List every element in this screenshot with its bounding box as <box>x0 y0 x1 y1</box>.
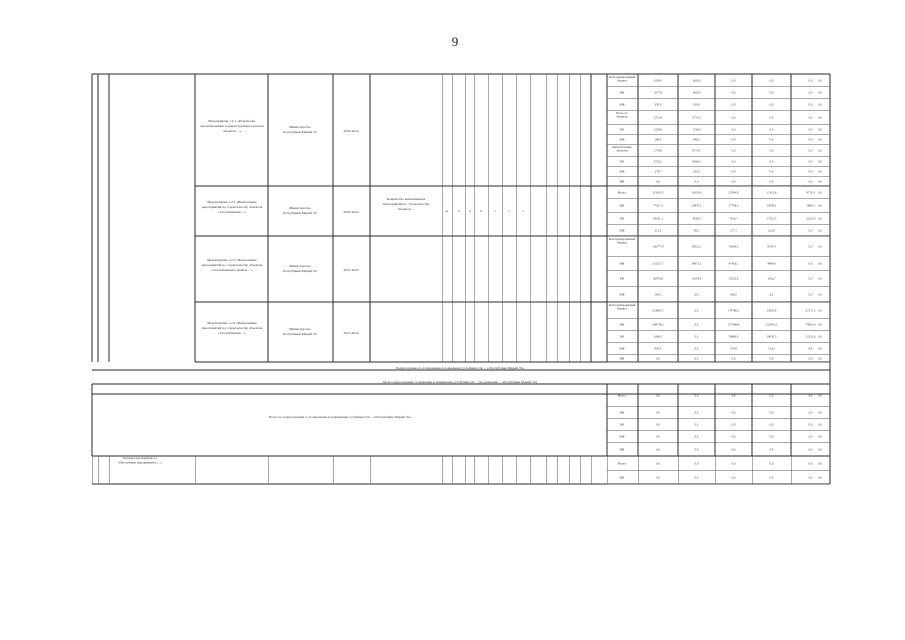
source-label: РБ <box>620 334 624 339</box>
value-cell: 584,3 <box>654 292 662 297</box>
value-cell: 0,0 <box>818 90 822 95</box>
value-cell: 157968,8 <box>727 322 740 327</box>
measure-name: объектов ...» <box>222 129 242 133</box>
value-cell: 0,0 <box>818 447 822 452</box>
value-cell: 2869,3 <box>806 203 815 208</box>
value-cell: 0,0 <box>731 410 736 415</box>
value-cell: 374,8 <box>730 346 737 351</box>
value-cell: 0,0 <box>818 461 822 466</box>
measure-executor: Министерство <box>289 206 311 210</box>
measure-executor: Республики Марий Эл <box>283 130 317 134</box>
value-cell: 25052,9 <box>728 276 739 281</box>
value-cell: 125,9 <box>768 228 775 233</box>
subprogram-total-label: Итого по подпрограмме 4 «Сохранение и повышение устойчивости ... в Республике Марий Эл» <box>268 415 412 419</box>
value-cell: 0,0 <box>731 148 736 153</box>
value-cell: 10124,0 <box>691 190 702 195</box>
value-cell: 0,0 <box>818 148 822 153</box>
value-cell: 174786,2 <box>727 308 740 313</box>
value-cell: 115213,7 <box>652 261 664 266</box>
value-cell: 0,0 <box>818 78 822 83</box>
value-cell: 0,0 <box>818 102 822 107</box>
value-cell: 0,0 <box>694 179 699 184</box>
value-cell: 2259,6 <box>653 127 663 132</box>
source-label: Всего <box>617 461 627 466</box>
value-cell: 0,0 <box>808 461 813 466</box>
section-header: Цель подпрограммы: сохранение и повышение устойчивости ... (по решению ... Республики Марий Эл) <box>382 380 538 384</box>
indicator-mark: 0 <box>469 209 471 213</box>
value-cell: 0,0 <box>694 322 699 327</box>
value-cell: 0,0 <box>694 410 699 415</box>
value-cell: 0,0 <box>808 148 813 153</box>
value-cell: 49,2 <box>693 228 700 233</box>
value-cell: 0,0 <box>818 190 822 195</box>
source-label: Итого по <box>616 111 628 115</box>
measure-executor: Министерство <box>289 264 311 268</box>
source-label: МБ <box>619 169 625 174</box>
source-label: РБ <box>620 216 624 221</box>
value-cell: 0,0 <box>694 346 699 351</box>
measure-indicator: объектов ... <box>397 207 415 211</box>
source-label: ВИ <box>619 179 625 184</box>
value-cell: 18709,1 <box>766 203 777 208</box>
value-cell: 0,0 <box>769 179 774 184</box>
value-cell: 311,3 <box>654 228 662 233</box>
value-cell: 0,0 <box>818 137 822 142</box>
value-cell: 0,0 <box>769 410 774 415</box>
source-label: Итого <box>617 190 627 195</box>
value-cell: 2715,0 <box>692 115 701 120</box>
value-cell: 0,0 <box>818 292 822 297</box>
value-cell: 0,0 <box>818 410 822 415</box>
source-label: РБ <box>620 127 624 132</box>
value-cell: 0,0 <box>808 244 813 249</box>
value-cell: 0,0 <box>769 169 774 174</box>
value-cell: 17512,5 <box>766 216 777 221</box>
source-label: бюджет <box>617 240 627 245</box>
value-cell: 0,0 <box>694 434 699 439</box>
value-cell: 0,0 <box>769 475 774 480</box>
value-cell: 20979,8 <box>653 276 663 281</box>
table-cells <box>118 75 822 481</box>
value-cell: 39521,1 <box>691 244 702 249</box>
value-cell: 0,0 <box>818 322 822 327</box>
source-label: Реконструкция <box>612 145 632 149</box>
measure-period: 2021-2023 <box>343 268 359 272</box>
measure-name: газоснабжения в рамках ...» <box>211 268 253 272</box>
value-cell: 0,0 <box>656 422 660 427</box>
value-cell: 79204,5 <box>728 244 739 249</box>
value-cell: 0,0 <box>731 179 736 184</box>
source-label: ВИ <box>619 447 625 452</box>
measure-name: Мероприятие 1.2.2 «Выполнение <box>207 200 257 204</box>
value-cell: 0,0 <box>731 159 736 164</box>
indicator-mark: ед. <box>445 209 449 213</box>
value-cell: 0,0 <box>808 169 813 174</box>
value-cell: 0,0 <box>808 393 813 398</box>
value-cell: 0,0 <box>808 228 813 233</box>
value-cell: 0,0 <box>656 356 660 361</box>
table-grid <box>92 74 830 484</box>
value-cell: 0,0 <box>808 78 813 83</box>
value-cell: 1629,0 <box>653 78 663 83</box>
value-cell: 0,0 <box>731 434 736 439</box>
indicator-mark: 1 <box>522 209 524 213</box>
value-cell: 350,0 <box>654 102 662 107</box>
source-label: Консолидированный <box>608 237 636 241</box>
value-cell: 27271,3 <box>805 308 816 313</box>
value-cell: 0,0 <box>656 410 660 415</box>
value-cell: 0,0 <box>818 127 822 132</box>
value-cell: 6840,3 <box>692 159 701 164</box>
value-cell: 0,0 <box>656 461 660 466</box>
value-cell: 0,0 <box>694 334 699 339</box>
value-cell: 0,0 <box>694 475 699 480</box>
value-cell: 1612,7 <box>767 276 776 281</box>
value-cell: 0,0 <box>731 137 736 142</box>
value-cell: 0,0 <box>769 447 774 452</box>
value-cell: 0,0 <box>731 356 736 361</box>
value-cell: 0,0 <box>694 393 699 398</box>
value-cell: 0,0 <box>818 422 822 427</box>
value-cell: 234,7 <box>693 169 700 174</box>
value-cell: 945,3 <box>654 346 662 351</box>
source-label: бюджет <box>617 306 627 311</box>
value-cell: 0,0 <box>808 292 813 297</box>
value-cell: 29,1 <box>693 292 700 297</box>
source-label: ФБ <box>619 90 625 95</box>
measure-period: 2020-2024 <box>343 129 359 133</box>
source-label: РБ <box>620 422 624 427</box>
value-cell: 0,0 <box>731 78 736 83</box>
source-label: МБ <box>619 137 625 142</box>
value-cell: 0,0 <box>731 393 736 398</box>
value-cell: 848,5 <box>693 137 700 142</box>
value-cell: 27904,8 <box>728 190 739 195</box>
measure-name: Мероприятие 1.2.3 «Выполнение <box>207 258 257 262</box>
value-cell: 0,0 <box>808 127 813 132</box>
value-cell: 0,0 <box>818 179 822 184</box>
value-cell: 0,0 <box>818 159 822 164</box>
source-label: Консолидированный <box>608 303 636 307</box>
measure-name: Мероприятие 1.2.4 «Выполнение <box>207 321 257 325</box>
value-cell: 0,0 <box>818 308 822 313</box>
source-label: ФБ <box>619 475 625 480</box>
value-cell: 0,0 <box>769 422 774 427</box>
measure-executor: Республики Марий Эл <box>283 332 317 336</box>
measure-name: мероприятий по строительству объектов <box>201 326 263 330</box>
value-cell: 0,0 <box>808 179 813 184</box>
value-cell: 0,0 <box>769 148 774 153</box>
value-cell: 113041,6 <box>765 322 778 327</box>
value-cell: 10118,9 <box>691 276 702 281</box>
value-cell: 124,2 <box>768 346 775 351</box>
value-cell: 0,0 <box>808 422 813 427</box>
section-header: Подпрограмма 4 «Сохранение и повышение устойчивости ... в Республике Марий Эл» <box>395 366 525 370</box>
measure-period: 2020-2024 <box>343 210 359 214</box>
value-cell: 1754,0 <box>653 148 663 153</box>
source-label: ФБ <box>619 261 625 266</box>
value-cell: 0,0 <box>818 115 822 120</box>
value-cell: 0,0 <box>818 203 822 208</box>
source-label: объектов <box>616 148 628 153</box>
value-cell: 214967,5 <box>652 308 664 313</box>
value-cell: 0,0 <box>769 115 774 120</box>
value-cell: 136777,9 <box>652 244 664 249</box>
value-cell: 0,0 <box>656 475 660 480</box>
measure-indicator: мероприятий по строительству <box>382 202 430 206</box>
value-cell: 6,6 <box>808 346 813 351</box>
value-cell: 1620,0 <box>692 90 701 95</box>
value-cell: 0,0 <box>769 137 774 142</box>
value-cell: 0,0 <box>808 115 813 120</box>
last-block-name: Основное мероприятие 4.1 <box>122 456 158 460</box>
value-cell: 0,0 <box>731 169 736 174</box>
value-cell: 0,0 <box>769 102 774 107</box>
value-cell: 0,0 <box>808 137 813 142</box>
value-cell: 87-415 <box>692 148 701 153</box>
value-cell: 0,0 <box>818 216 822 221</box>
measure-name: Мероприятие 1.2.1 «Разработка, <box>208 119 256 123</box>
value-cell: 12313,6 <box>766 190 777 195</box>
value-cell: 24979,5 <box>691 203 702 208</box>
value-cell: 0,0 <box>808 276 813 281</box>
last-block-name: «Обеспечение мероприятий по ...» <box>117 460 163 465</box>
value-cell: 0,0 <box>769 159 774 164</box>
indicator-mark: 1 <box>494 209 496 213</box>
value-cell: 8147,4 <box>767 244 776 249</box>
value-cell: 0,0 <box>808 447 813 452</box>
value-cell: 0,0 <box>731 475 736 480</box>
indicator-mark: 0 <box>480 209 482 213</box>
value-cell: 0,0 <box>818 356 822 361</box>
value-cell: 277,5 <box>730 228 737 233</box>
measure-name: газоснабжения ...» <box>218 210 246 214</box>
value-cell: 0,0 <box>769 90 774 95</box>
value-cell: 0,0 <box>808 261 813 266</box>
value-cell: 29675,1 <box>691 261 702 266</box>
value-cell: 0,0 <box>818 475 822 480</box>
value-cell: 4266,5 <box>653 334 663 339</box>
value-cell: 0,0 <box>808 410 813 415</box>
value-cell: 0,0 <box>694 461 699 466</box>
measure-period: 2021-2024 <box>343 331 359 335</box>
value-cell: 0,0 <box>656 179 660 184</box>
value-cell: 0,0 <box>731 447 736 452</box>
measure-name: проектирование и реконструкция и ремонт <box>200 124 264 128</box>
value-cell: 278,7 <box>654 169 662 174</box>
source-label: МБ <box>619 292 625 297</box>
source-label: Всего <box>617 393 627 398</box>
value-cell: 12221,9 <box>805 216 816 221</box>
value-cell: 0,0 <box>694 308 699 313</box>
source-label: ФБ <box>619 203 625 208</box>
indicator-mark: 0 <box>458 209 460 213</box>
value-cell: 77207,3 <box>653 203 663 208</box>
source-label: МБ <box>619 102 625 107</box>
value-cell: 0,0 <box>656 434 660 439</box>
value-cell: 115913,5 <box>652 190 664 195</box>
value-cell: 0,0 <box>808 90 813 95</box>
source-label: МБ <box>619 228 625 233</box>
value-cell: 0,0 <box>818 346 822 351</box>
value-cell: 79091,8 <box>805 322 816 327</box>
value-cell: 0,0 <box>808 356 813 361</box>
value-cell: 0,0 <box>694 356 699 361</box>
value-cell: 0,0 <box>731 90 736 95</box>
source-label: РБ <box>620 159 624 164</box>
measure-name: мероприятий по строительству объектов <box>201 263 263 267</box>
value-cell: 100,0 <box>693 102 700 107</box>
measure-indicator: Количество выполненных <box>386 197 426 201</box>
value-cell: 9732,4 <box>806 190 815 195</box>
value-cell: 3818,5 <box>692 216 701 221</box>
value-cell: 0,0 <box>818 261 822 266</box>
value-cell: 0,0 <box>808 475 813 480</box>
value-cell: 16050,5 <box>766 334 777 339</box>
value-cell: 87462,1 <box>728 261 739 266</box>
source-label: МБ <box>619 434 625 439</box>
value-cell: 208739,2 <box>652 322 664 327</box>
value-cell: 0,0 <box>818 276 822 281</box>
value-cell: 0,0 <box>694 447 699 452</box>
value-cell: 189,4 <box>654 137 662 142</box>
value-cell: 0,0 <box>731 127 736 132</box>
value-cell: 0,0 <box>731 461 736 466</box>
value-cell: 0,0 <box>808 159 813 164</box>
source-label: ФБ <box>619 322 625 327</box>
value-cell: 0,0 <box>731 115 736 120</box>
measure-executor: Республики Марий Эл <box>283 269 317 273</box>
value-cell: 0,0 <box>769 78 774 83</box>
value-cell: 0,0 <box>818 393 822 398</box>
value-cell: 0,0 <box>818 169 822 174</box>
measure-executor: Министерство <box>289 125 311 129</box>
source-label: бюджет <box>617 78 627 83</box>
value-cell: 189,5 <box>730 292 737 297</box>
value-cell: 0,0 <box>694 422 699 427</box>
measure-name: мероприятий по строительству объектов <box>201 205 263 209</box>
source-label: ВИ <box>619 356 625 361</box>
value-cell: 45161,1 <box>653 216 663 221</box>
value-cell: 0,0 <box>818 228 822 233</box>
value-cell: 0,0 <box>769 393 774 398</box>
indicator-mark: 1 <box>508 209 510 213</box>
measure-executor: Министерство <box>289 327 311 331</box>
value-cell: 0,0 <box>769 356 774 361</box>
value-cell: 0,0 <box>808 102 813 107</box>
source-label: Консолидированный <box>608 75 636 79</box>
value-cell: 4732,1 <box>653 159 663 164</box>
value-cell: 0,0 <box>769 127 774 132</box>
source-label: МБ <box>619 346 625 351</box>
measure-executor: Республики Марий Эл <box>283 211 317 215</box>
value-cell: 2715,0 <box>653 115 663 120</box>
measure-name: газоснабжения ...» <box>218 331 246 335</box>
value-cell: 12221,6 <box>805 334 816 339</box>
value-cell: 0,0 <box>656 393 660 398</box>
value-cell: 0,0 <box>769 434 774 439</box>
value-cell: 28860,9 <box>728 334 739 339</box>
value-cell: 0,0 <box>818 434 822 439</box>
value-cell: 0,0 <box>769 461 774 466</box>
value-cell: 0,0 <box>656 447 660 452</box>
source-label: РБ <box>620 276 624 281</box>
page-number: 9 <box>451 34 459 49</box>
value-cell: 0,0 <box>731 422 736 427</box>
source-label: ФБ <box>619 410 625 415</box>
value-cell: 0,0 <box>808 434 813 439</box>
value-cell: 1620,0 <box>692 78 701 83</box>
source-label: бюджету <box>616 114 628 119</box>
value-cell: 7814,7 <box>729 216 738 221</box>
value-cell: 0,0 <box>818 244 822 249</box>
value-cell: 6,2 <box>769 292 774 297</box>
value-cell: 12910,6 <box>766 308 777 313</box>
value-cell: 4846,9 <box>767 261 776 266</box>
value-cell: 0,0 <box>731 102 736 107</box>
value-cell: 0,0 <box>818 334 822 339</box>
value-cell: 1724,0 <box>692 127 701 132</box>
value-cell: 1057,6 <box>653 90 663 95</box>
value-cell: 27708,3 <box>728 203 739 208</box>
